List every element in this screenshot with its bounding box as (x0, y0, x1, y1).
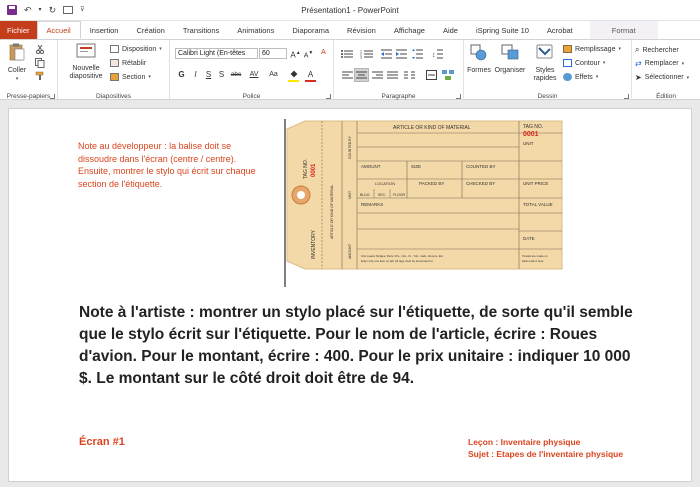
align-left-icon[interactable] (342, 71, 353, 80)
group-paragraph (334, 40, 464, 101)
tag-checked-by-label: CHECKED BY (466, 181, 496, 186)
artist-note[interactable]: Note à l'artiste : montrer un stylo placé sur l'étiquette, de sorte qu'il semble que le stylo écrit sur l'étiquette. Pour le nom de l'article, écrire : Roues d'avion. Pour le montant, écrire : 400. Pour le prix unitaire : indiquer 10 000 $. Le montant sur le côté droit doit être de 94. (79, 304, 633, 387)
bullets-icon[interactable] (340, 49, 354, 59)
undo-icon[interactable]: ↶ (24, 4, 32, 15)
tag-side-note-2: back mark it here (522, 259, 544, 263)
svg-text:1: 1 (360, 49, 362, 54)
tag-total-value-label: TOTAL VALUE (523, 202, 553, 207)
developer-note[interactable]: Note au développeur : la balise doit se dissoudre dans l'écran (centre / centre). Ensuite, montrer le stylo qui écrit sur chaque section de l'étiquette. (78, 141, 256, 189)
new-slide-button[interactable] (64, 43, 108, 81)
new-slide-label-1: Nouvelle (72, 65, 100, 72)
search-icon: ⌕ (635, 45, 640, 54)
font-color-icon[interactable]: A (305, 70, 316, 82)
paste-icon (9, 43, 25, 61)
tag-unit-price-label: UNIT PRICE (523, 181, 549, 186)
title-bar (0, 0, 700, 21)
fill-icon (563, 45, 572, 53)
tag-sec-label: SEC. (378, 193, 387, 197)
new-slide-label-2: diapositive (69, 73, 103, 80)
find-button[interactable] (635, 45, 679, 55)
arrange-button[interactable] (494, 43, 526, 75)
screen-number[interactable]: Écran #1 (79, 436, 125, 448)
tag-number-label: TAG NO. (523, 124, 544, 130)
outline-label: Contour (575, 59, 600, 67)
clear-format-icon[interactable]: A (321, 49, 326, 56)
tab-slideshow[interactable]: Diaporama (292, 25, 330, 35)
layout-icon (110, 45, 119, 53)
fill-label: Remplissage (575, 45, 616, 53)
decrease-indent-icon[interactable] (381, 49, 392, 59)
cursor-icon: ➤ (635, 73, 642, 82)
shapes-label: Formes (467, 67, 491, 74)
section-label: Section (122, 73, 146, 81)
inventory-tag-image[interactable] (277, 119, 567, 287)
tag-stub-number-label: TAG NO. (303, 158, 309, 179)
chevron-down-icon: ▾ (148, 74, 151, 80)
replace-icon: ⇄ (635, 59, 642, 68)
svg-text:2: 2 (360, 52, 362, 57)
paste-label: Coller (7, 67, 27, 74)
quick-styles-icon (535, 43, 555, 61)
highlight-icon[interactable] (288, 70, 299, 82)
quick-styles-label-2: rapides (533, 75, 557, 82)
svg-text:3: 3 (360, 55, 362, 59)
section-icon (110, 73, 119, 81)
font-size-combo[interactable] (259, 48, 287, 59)
chevron-down-icon: ▾ (159, 46, 162, 52)
dialog-launcher-icon[interactable] (624, 94, 629, 99)
tag-stub-amount: AMOUNT (348, 243, 352, 259)
tab-file[interactable]: Fichier (0, 21, 37, 39)
arrange-icon (500, 43, 520, 61)
new-slide-icon (76, 43, 96, 59)
tag-footer-2: Enter only one item on tab. All tags must be accounted for. (361, 259, 434, 263)
subject-label: Sujet : Etapes de l'inventaire physique (468, 449, 624, 459)
bold-button[interactable]: G (178, 70, 185, 79)
align-center-button[interactable] (354, 68, 369, 82)
svg-text:↕: ↕ (432, 52, 436, 59)
cut-icon[interactable] (35, 45, 45, 54)
shrink-font-icon[interactable]: A▼ (303, 50, 314, 60)
shape-outline-button[interactable] (563, 59, 605, 67)
find-label: Rechercher (642, 46, 679, 54)
spacing-button[interactable]: AV (249, 71, 259, 78)
select-label: Sélectionner (644, 74, 684, 81)
tab-acrobat[interactable]: Acrobat (546, 25, 573, 35)
dialog-launcher-icon[interactable] (50, 94, 55, 99)
shadow-button[interactable]: S (218, 70, 225, 79)
effects-icon (563, 73, 572, 81)
font-size-value: 60 (262, 50, 270, 57)
line-spacing-icon[interactable] (412, 49, 423, 59)
numbering-icon[interactable] (360, 49, 374, 59)
group-label-slides: Diapositives (95, 93, 132, 100)
group-label-font: Police (242, 93, 261, 100)
columns-icon[interactable] (404, 71, 415, 80)
tag-stub-article: ARTICLE OR KIND OF MATERIAL (330, 184, 334, 239)
tag-stub-counted-by: COUNTED BY (348, 136, 352, 159)
tab-home[interactable]: Accueil (37, 21, 81, 39)
slideshow-icon[interactable] (63, 6, 73, 14)
chevron-down-icon: ▾ (618, 46, 621, 52)
tab-help[interactable]: Aide (442, 25, 458, 35)
tag-counted-by-label: COUNTED BY (466, 164, 496, 169)
italic-button[interactable]: I (194, 70, 197, 79)
paste-button[interactable] (6, 43, 28, 83)
align-right-icon[interactable] (372, 71, 383, 80)
group-label-clipboard: Presse-papiers (6, 93, 51, 100)
group-label-editing: Édition (656, 93, 676, 100)
tab-ispring[interactable]: iSpring Suite 10 (475, 25, 529, 35)
tag-footer-1: Unit means Singles, Pairs, Pcs., Lbs., Ft., Yds., Gals., Rooms, Etc. (361, 254, 444, 258)
tab-design[interactable]: Création (136, 25, 165, 35)
copy-icon[interactable] (35, 58, 45, 68)
save-icon[interactable] (7, 5, 17, 15)
slide-canvas[interactable] (8, 108, 692, 482)
grow-font-icon[interactable]: A▲ (290, 50, 301, 60)
tag-unit-label: UNIT (523, 141, 534, 146)
group-drawing (464, 40, 632, 101)
replace-label: Remplacer (644, 60, 679, 67)
align-text-icon[interactable] (426, 70, 437, 80)
shapes-button[interactable] (466, 43, 492, 75)
group-label-drawing: Dessin (537, 93, 558, 100)
tag-date-label: DATE (523, 236, 535, 241)
redo-icon[interactable]: ↻ (48, 4, 57, 15)
tab-format[interactable]: Format (590, 21, 658, 39)
justify-icon[interactable] (387, 71, 398, 80)
underline-button[interactable]: S (205, 70, 212, 79)
dialog-launcher-icon[interactable] (326, 94, 331, 99)
tab-insert[interactable]: Insertion (89, 25, 119, 35)
format-painter-icon[interactable] (35, 71, 45, 81)
tab-review[interactable]: Révision (347, 25, 376, 35)
chevron-down-icon: ▾ (595, 74, 599, 80)
smartart-icon[interactable] (442, 70, 454, 80)
tag-stub-unit: UNIT (348, 190, 352, 199)
tab-transitions[interactable]: Transitions (182, 25, 220, 35)
tag-location-label: LOCATION (375, 181, 396, 186)
group-label-paragraph: Paragraphe (381, 93, 416, 100)
chevron-down-icon: ▾ (15, 76, 19, 82)
tag-number: 0001 (523, 131, 539, 138)
select-button[interactable] (635, 73, 689, 82)
quick-access-toolbar (0, 5, 85, 15)
window-title: Présentation1 - PowerPoint (301, 5, 399, 15)
tag-stub-inventory: INVENTORY (311, 230, 317, 259)
tag-bldg-label: BLDG. (360, 193, 371, 197)
reset-icon (110, 59, 119, 67)
reset-label: Rétablir (122, 59, 147, 67)
tag-amount-label: AMOUNT (361, 164, 381, 169)
font-name-value: Calibri Light (En-têtes (178, 50, 246, 57)
ribbon-tabs (0, 21, 700, 39)
strike-button[interactable]: abc (230, 71, 242, 78)
tab-animations[interactable]: Animations (237, 25, 275, 35)
quick-styles-label-1: Styles (535, 67, 555, 74)
chevron-down-icon: ▾ (681, 60, 685, 67)
quick-styles-button[interactable] (530, 43, 560, 83)
shapes-icon (469, 43, 489, 61)
effects-label: Effets (575, 73, 593, 81)
customize-icon[interactable]: ⊽ (80, 7, 85, 13)
group-font (170, 40, 334, 101)
group-slides (58, 40, 170, 101)
layout-label: Disposition (122, 45, 157, 53)
outline-icon (563, 59, 572, 67)
group-editing (632, 40, 700, 101)
tag-stub-number: 0001 (311, 163, 317, 177)
tag-remarks-label: REMARKS (361, 202, 384, 207)
ribbon (0, 39, 700, 100)
tag-side-note-1: If totals are made on (522, 254, 548, 258)
section-button[interactable] (110, 73, 151, 81)
lesson-info[interactable] (468, 436, 623, 460)
increase-indent-icon[interactable] (396, 49, 407, 59)
group-clipboard (0, 40, 58, 101)
shape-effects-button[interactable] (563, 73, 598, 81)
inventory-tag (277, 119, 567, 287)
tag-packed-by-label: PACKED BY (419, 181, 445, 186)
shape-fill-button[interactable] (563, 45, 621, 53)
font-name-combo[interactable] (175, 48, 258, 59)
chevron-down-icon: ▾ (602, 60, 606, 66)
replace-button[interactable] (635, 59, 684, 68)
reset-button[interactable] (110, 59, 146, 67)
dialog-launcher-icon[interactable] (456, 94, 461, 99)
chevron-down-icon: ▾ (686, 74, 690, 81)
change-case-button[interactable]: Aa (269, 71, 278, 78)
align-center-icon (356, 71, 367, 80)
tab-view[interactable]: Affichage (393, 25, 425, 35)
tag-floor-label: FLOOR (393, 193, 406, 197)
arrange-label: Organiser (494, 67, 526, 74)
text-direction-icon[interactable] (432, 49, 443, 59)
tag-size-label: SIZE (411, 164, 422, 169)
tag-header-label: ARTICLE OR KIND OF MATERIAL (393, 125, 471, 131)
lesson-label: Leçon : Inventaire physique (468, 437, 581, 447)
dropdown-icon[interactable]: ▾ (38, 7, 42, 13)
layout-button[interactable] (110, 45, 162, 53)
